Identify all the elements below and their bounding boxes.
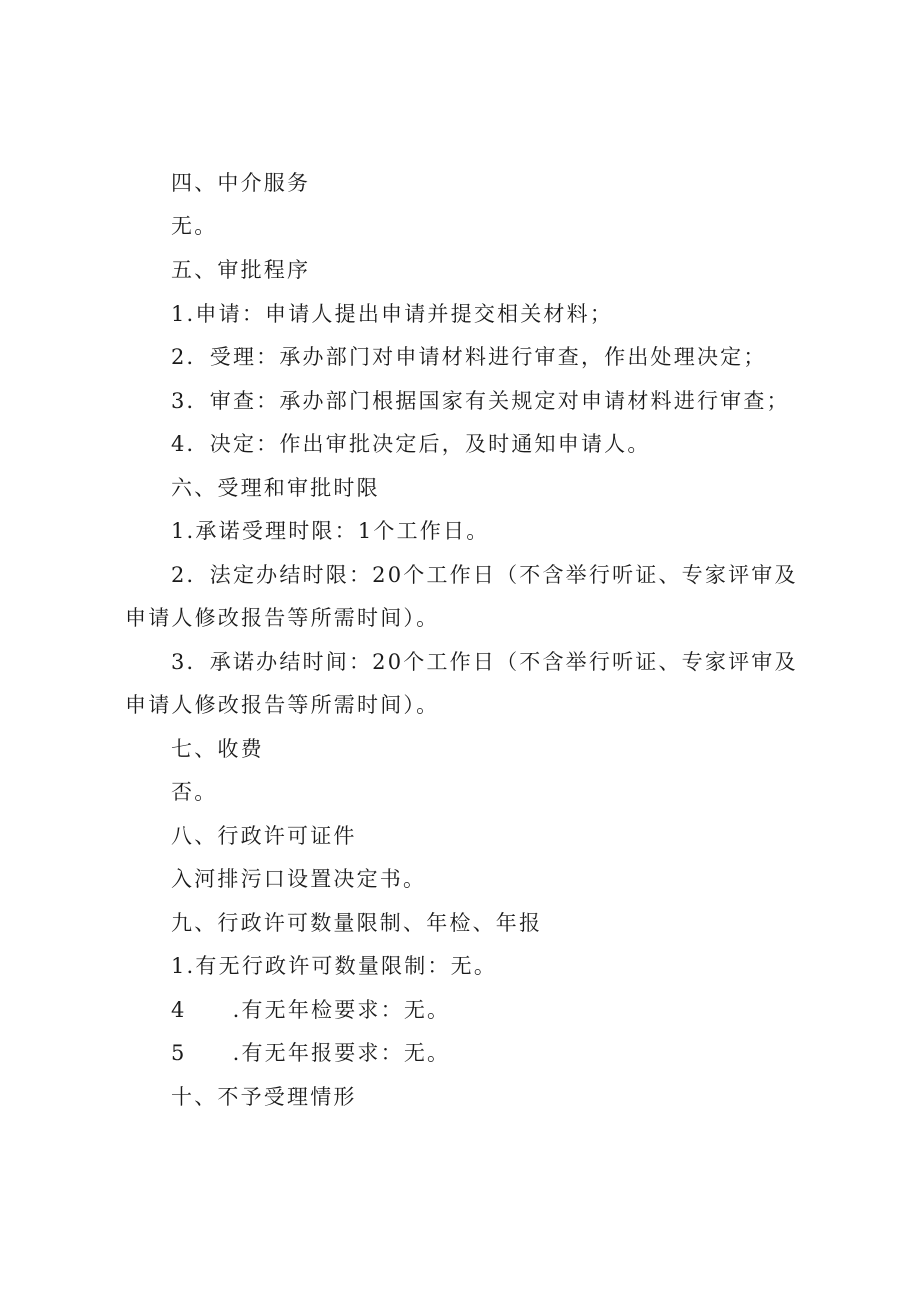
section-heading-license-certificate: 八、行政许可证件 — [171, 824, 357, 848]
list-item: 2．法定办结时限：20个工作日（不含举行听证、专家评审及 — [171, 563, 798, 587]
section-heading-time-limits: 六、受理和审批时限 — [171, 476, 380, 500]
paragraph: 否。 — [171, 780, 218, 804]
list-item-number: 5 — [171, 1041, 187, 1065]
list-item — [125, 995, 805, 1025]
list-item-text: .有无年报要求：无。 — [232, 1041, 451, 1065]
paragraph: 无。 — [171, 214, 218, 238]
section-heading-fees: 七、收费 — [171, 737, 264, 761]
list-item: 1.承诺受理时限：1个工作日。 — [171, 519, 490, 543]
section-heading-quantity-limits: 九、行政许可数量限制、年检、年报 — [171, 911, 543, 935]
section-heading-approval-procedure: 五、审批程序 — [171, 258, 311, 282]
paragraph: 入河排污口设置决定书。 — [171, 867, 427, 891]
list-item: 4．决定：作出审批决定后，及时通知申请人。 — [171, 432, 651, 456]
list-item: 3．承诺办结时间：20个工作日（不含举行听证、专家评审及 — [171, 650, 798, 674]
section-heading-intermediary-services: 四、中介服务 — [171, 171, 311, 195]
list-item-number: 4 — [171, 998, 187, 1022]
list-item-continuation: 申请人修改报告等所需时间）。 — [125, 693, 440, 717]
list-item: 2．受理：承办部门对申请材料进行审查，作出处理决定； — [171, 345, 767, 369]
section-heading-rejection-conditions: 十、不予受理情形 — [171, 1085, 357, 1109]
list-item-continuation: 申请人修改报告等所需时间）。 — [125, 606, 440, 630]
list-item: 3．审查：承办部门根据国家有关规定对申请材料进行审查； — [171, 389, 790, 413]
list-item-text: .有无年检要求：无。 — [232, 998, 451, 1022]
list-item: 1.申请：申请人提出申请并提交相关材料； — [171, 302, 614, 326]
list-item — [125, 1038, 805, 1068]
list-item: 1.有无行政许可数量限制：无。 — [171, 954, 498, 978]
